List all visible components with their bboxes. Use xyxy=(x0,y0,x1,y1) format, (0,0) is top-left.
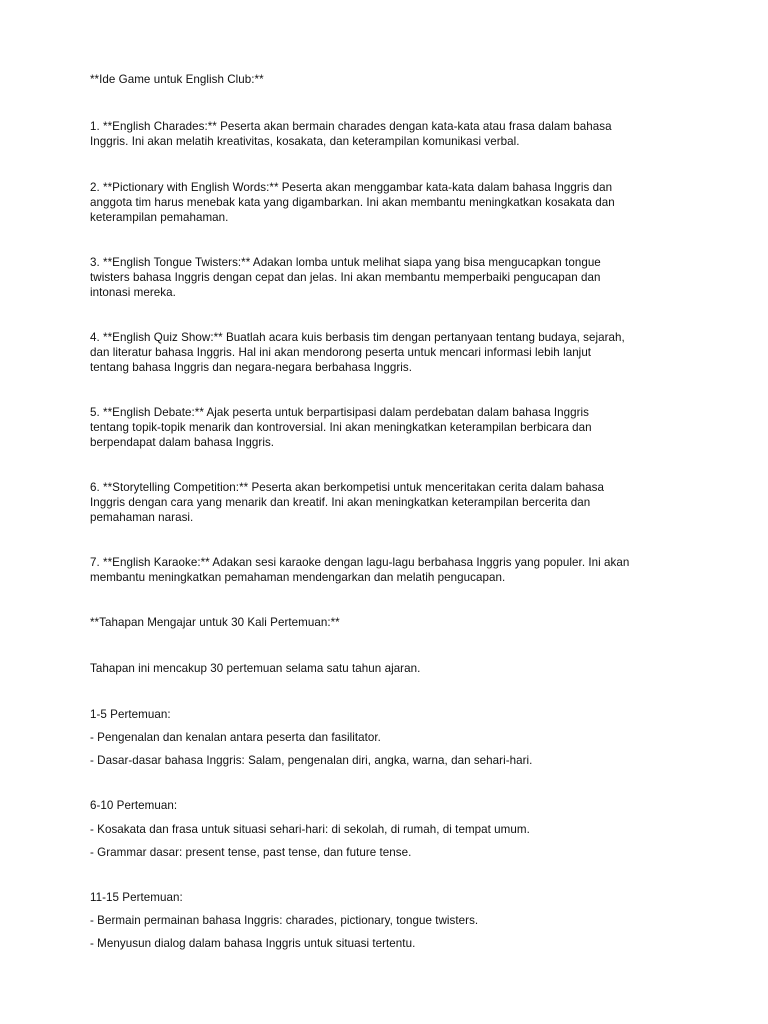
game-5-line-1: 5. **English Debate:** Ajak peserta untuk berpartisipasi dalam perdebatan dalam bahasa Inggris xyxy=(90,406,590,419)
game-5-line-3: berpendapat dalam bahasa Inggris. xyxy=(90,436,275,449)
document-heading: **Ide Game untuk English Club:** xyxy=(90,73,264,86)
stage-1-title: 1-5 Pertemuan: xyxy=(90,708,171,721)
game-6-line-1: 6. **Storytelling Competition:** Peserta akan berkompetisi untuk menceritakan cerita dalam bahasa xyxy=(90,481,604,494)
stage-2-title: 6-10 Pertemuan: xyxy=(90,799,178,812)
game-2-line-2: anggota tim harus menebak kata yang digambarkan. Ini akan membantu meningkatkan kosakata dan xyxy=(90,196,615,209)
teaching-intro: Tahapan ini mencakup 30 pertemuan selama satu tahun ajaran. xyxy=(90,662,421,675)
game-7-line-1: 7. **English Karaoke:** Adakan sesi karaoke dengan lagu-lagu berbahasa Inggris yang populer. Ini akan xyxy=(90,556,630,569)
game-4-line-3: tentang bahasa Inggris dan negara-negara berbahasa Inggris. xyxy=(90,361,413,374)
stage-2-item-2: - Grammar dasar: present tense, past tense, dan future tense. xyxy=(90,846,412,859)
game-4-line-2: dan literatur bahasa Inggris. Hal ini akan mendorong peserta untuk mencari informasi lebih lanjut xyxy=(90,346,592,359)
game-5-line-2: tentang topik-topik menarik dan kontroversial. Ini akan meningkatkan keterampilan berbicara dan xyxy=(90,421,592,434)
game-1-line-2: Inggris. Ini akan melatih kreativitas, kosakata, dan keterampilan komunikasi verbal. xyxy=(90,135,520,148)
game-6-line-2: Inggris dengan cara yang menarik dan kreatif. Ini akan meningkatkan keterampilan bercerita dan xyxy=(90,496,591,509)
game-6-line-3: pemahaman narasi. xyxy=(90,511,194,524)
game-3-line-1: 3. **English Tongue Twisters:** Adakan lomba untuk melihat siapa yang bisa mengucapkan tongue xyxy=(90,256,601,269)
game-2-line-1: 2. **Pictionary with English Words:** Peserta akan menggambar kata-kata dalam bahasa Inggris dan xyxy=(90,181,613,194)
stage-3-item-1: - Bermain permainan bahasa Inggris: charades, pictionary, tongue twisters. xyxy=(90,914,479,927)
stage-3-title: 11-15 Pertemuan: xyxy=(90,891,183,904)
game-2-line-3: keterampilan pemahaman. xyxy=(90,211,229,224)
game-3-line-3: intonasi mereka. xyxy=(90,286,176,299)
game-1-line-1: 1. **English Charades:** Peserta akan bermain charades dengan kata-kata atau frasa dalam bahasa xyxy=(90,120,612,133)
stage-1-item-1: - Pengenalan dan kenalan antara peserta dan fasilitator. xyxy=(90,731,381,744)
stage-3-item-2: - Menyusun dialog dalam bahasa Inggris untuk situasi tertentu. xyxy=(90,937,416,950)
stage-1-item-2: - Dasar-dasar bahasa Inggris: Salam, pengenalan diri, angka, warna, dan sehari-hari. xyxy=(90,754,533,767)
game-4-line-1: 4. **English Quiz Show:** Buatlah acara kuis berbasis tim dengan pertanyaan tentang budaya, sejarah, xyxy=(90,331,625,344)
teaching-heading: **Tahapan Mengajar untuk 30 Kali Pertemuan:** xyxy=(90,616,340,629)
stage-2-item-1: - Kosakata dan frasa untuk situasi sehari-hari: di sekolah, di rumah, di tempat umum. xyxy=(90,823,530,836)
game-3-line-2: twisters bahasa Inggris dengan cepat dan jelas. Ini akan membantu memperbaiki pengucapan dan xyxy=(90,271,601,284)
game-7-line-2: membantu meningkatkan pemahaman mendengarkan dan melatih pengucapan. xyxy=(90,571,506,584)
